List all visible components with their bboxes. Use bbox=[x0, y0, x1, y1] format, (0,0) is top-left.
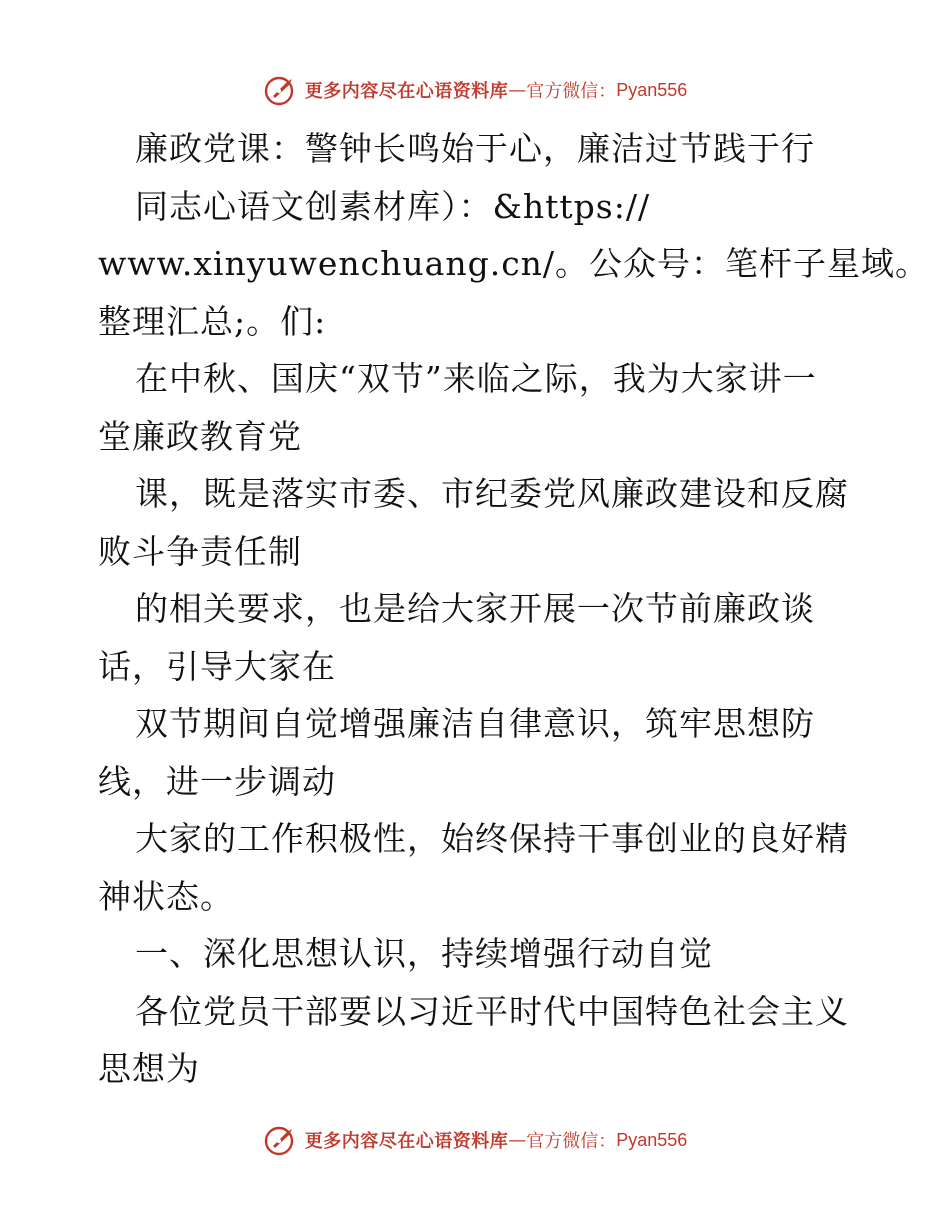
footer-banner bbox=[0, 1124, 950, 1156]
header-wechat-label: 官方微信： bbox=[526, 81, 617, 102]
footer-wechat-id: Pyan556 bbox=[616, 1129, 688, 1150]
section-heading: 一、深化思想认识，持续增强行动自觉 bbox=[135, 934, 713, 973]
document-line: 各位党员干部要以习近平时代中国特色社会主义 bbox=[135, 991, 849, 1031]
document-line: www.xinyuwenchuang.cn/。公众号：笔杆子星域。 bbox=[98, 244, 930, 283]
document-body bbox=[98, 120, 930, 1098]
document-line: 败斗争责任制 bbox=[98, 531, 302, 571]
header-separator: — bbox=[508, 79, 527, 101]
document-line: 的相关要求，也是给大家开展一次节前廉政谈 bbox=[135, 589, 815, 628]
document-line: 同志心语文创素材库）：&https:// bbox=[135, 186, 651, 226]
document-line: 课，既是落实市委、市纪委党风廉政建设和反腐 bbox=[135, 474, 849, 513]
document-title: 廉政党课：警钟长鸣始于心，廉洁过节践于行 bbox=[135, 129, 815, 168]
document-line: 双节期间自觉增强廉洁自律意识，筑牢思想防 bbox=[135, 704, 815, 743]
document-line: 堂廉政教育党 bbox=[98, 416, 302, 456]
document-line: 话，引导大家在 bbox=[98, 646, 336, 686]
document-line: 在中秋、国庆“双节”来临之际，我为大家讲一 bbox=[135, 359, 817, 398]
footer-wechat-label: 官方微信： bbox=[526, 1131, 617, 1152]
pen-nib-logo-icon bbox=[263, 1124, 299, 1156]
header-wechat-id: Pyan556 bbox=[616, 79, 688, 100]
header-banner bbox=[0, 74, 950, 106]
pen-nib-logo-icon bbox=[263, 74, 299, 106]
document-line: 神状态。 bbox=[98, 876, 234, 916]
document-line: 整理汇总;。们: bbox=[98, 301, 327, 341]
footer-brand: 更多内容尽在心语资料库 bbox=[304, 1131, 509, 1152]
header-brand: 更多内容尽在心语资料库 bbox=[304, 81, 509, 102]
document-line: 线，进一步调动 bbox=[98, 761, 336, 801]
document-line: 思想为 bbox=[98, 1049, 200, 1088]
document-line: 大家的工作积极性，始终保持干事创业的良好精 bbox=[135, 819, 849, 858]
footer-separator: — bbox=[508, 1129, 527, 1151]
